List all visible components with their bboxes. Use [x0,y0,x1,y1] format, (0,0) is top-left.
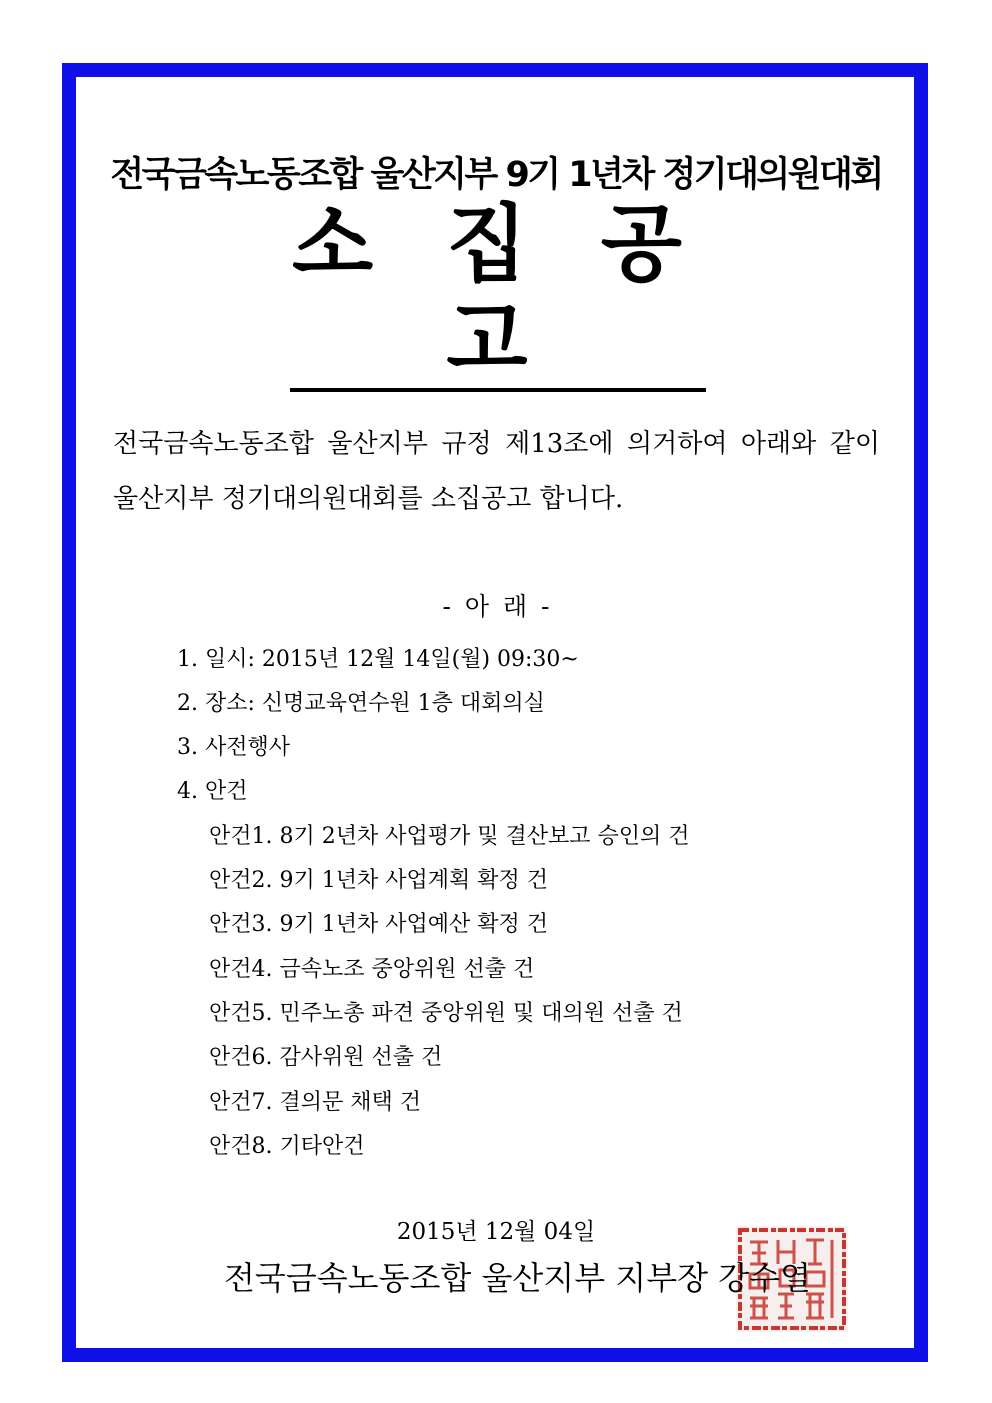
document-title: 소 집 공 고 [290,196,706,392]
agenda-item-6: 안건6. 감사위원 선출 건 [209,1045,443,1070]
item-agenda-heading: 4. 안건 [177,779,248,804]
agenda-item-2: 안건2. 9기 1년차 사업계획 확정 건 [209,868,548,893]
item-location: 2. 장소: 신명교육연수원 1층 대회의실 [177,691,545,716]
body-paragraph-line-1: 전국금속노동조합 울산지부 규정 제13조에 의거하여 아래와 같이 [113,429,880,459]
item-datetime: 1. 일시: 2015년 12월 14일(월) 09:30~ [177,647,579,672]
item-pre-event: 3. 사전행사 [177,735,290,760]
body-paragraph-line-2: 울산지부 정기대의원대회를 소집공고 합니다. [113,484,624,514]
notice-date: 2015년 12월 04일 [396,1219,596,1245]
agenda-item-3: 안건3. 9기 1년차 사업예산 확정 건 [209,912,548,937]
agenda-item-4: 안건4. 금속노조 중앙위원 선출 건 [209,957,535,982]
agenda-item-5: 안건5. 민주노총 파견 중앙위원 및 대의원 선출 건 [209,1001,683,1026]
remark-heading: - 아 래 - [442,592,550,621]
signature-line: 전국금속노동조합 울산지부 지부장 강수열 [224,1259,811,1297]
header-title: 전국금속노동조합 울산지부 9기 1년차 정기대의원대회 [110,155,882,195]
agenda-item-7: 안건7. 결의문 채택 건 [209,1090,421,1115]
agenda-item-8: 안건8. 기타안건 [209,1134,365,1159]
agenda-item-1: 안건1. 8기 2년차 사업평가 및 결산보고 승인의 건 [209,824,690,849]
